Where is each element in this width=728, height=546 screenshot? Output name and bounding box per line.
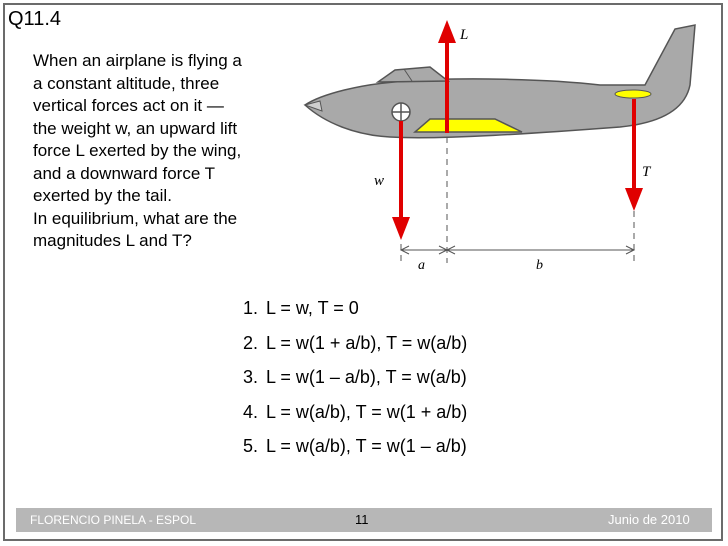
option-text: L = w(1 + a/b), T = w(a/b) — [266, 332, 468, 353]
slide-id: Q11.4 — [8, 8, 61, 30]
lift-label: L — [460, 27, 469, 43]
option-text: L = w(1 – a/b), T = w(a/b) — [266, 367, 467, 387]
question-line: and a downward force T — [33, 163, 216, 183]
question-line: When an airplane is flying a — [33, 51, 242, 70]
distance-a-label: a — [418, 258, 425, 273]
option-number: 2. — [243, 332, 259, 353]
footer-author: FLORENCIO PINELA - ESPOL — [30, 513, 197, 527]
footer-page-number: 11 — [355, 512, 369, 527]
answer-options — [243, 298, 467, 471]
cockpit-canopy — [378, 67, 448, 82]
tail-stabilizer — [615, 90, 651, 98]
option-text: L = w, T = 0 — [266, 298, 359, 318]
option-text: L = w(a/b), T = w(1 + a/b) — [266, 401, 468, 422]
airplane-figure — [300, 15, 700, 275]
question-line: magnitudes L and T? — [33, 231, 192, 250]
option-number: 3. — [243, 367, 259, 387]
question-line: the weight w, an upward lift — [33, 118, 238, 138]
answer-option — [243, 436, 467, 471]
option-number: 4. — [243, 401, 259, 422]
distance-a-marker — [401, 246, 447, 254]
weight-label: w — [374, 173, 385, 189]
answer-option — [243, 367, 467, 402]
distance-b-label: b — [536, 258, 543, 273]
question-line: In equilibrium, what are the — [33, 208, 238, 228]
footer-date: Junio de 2010 — [608, 512, 690, 527]
weight-arrow — [392, 121, 410, 240]
distance-b-marker — [447, 246, 634, 254]
question-line: a constant altitude, three — [33, 73, 220, 93]
option-number: 5. — [243, 436, 259, 456]
option-text: L = w(a/b), T = w(1 – a/b) — [266, 436, 467, 456]
question-line: vertical forces act on it — — [33, 96, 224, 115]
question-text — [33, 50, 333, 253]
question-line: force L exerted by the wing, — [33, 141, 242, 160]
answer-option — [243, 402, 467, 437]
answer-option — [243, 298, 467, 333]
answer-option — [243, 333, 467, 368]
question-line: exerted by the tail. — [33, 186, 172, 205]
option-number: 1. — [243, 298, 259, 318]
tail-force-label: T — [642, 164, 651, 180]
